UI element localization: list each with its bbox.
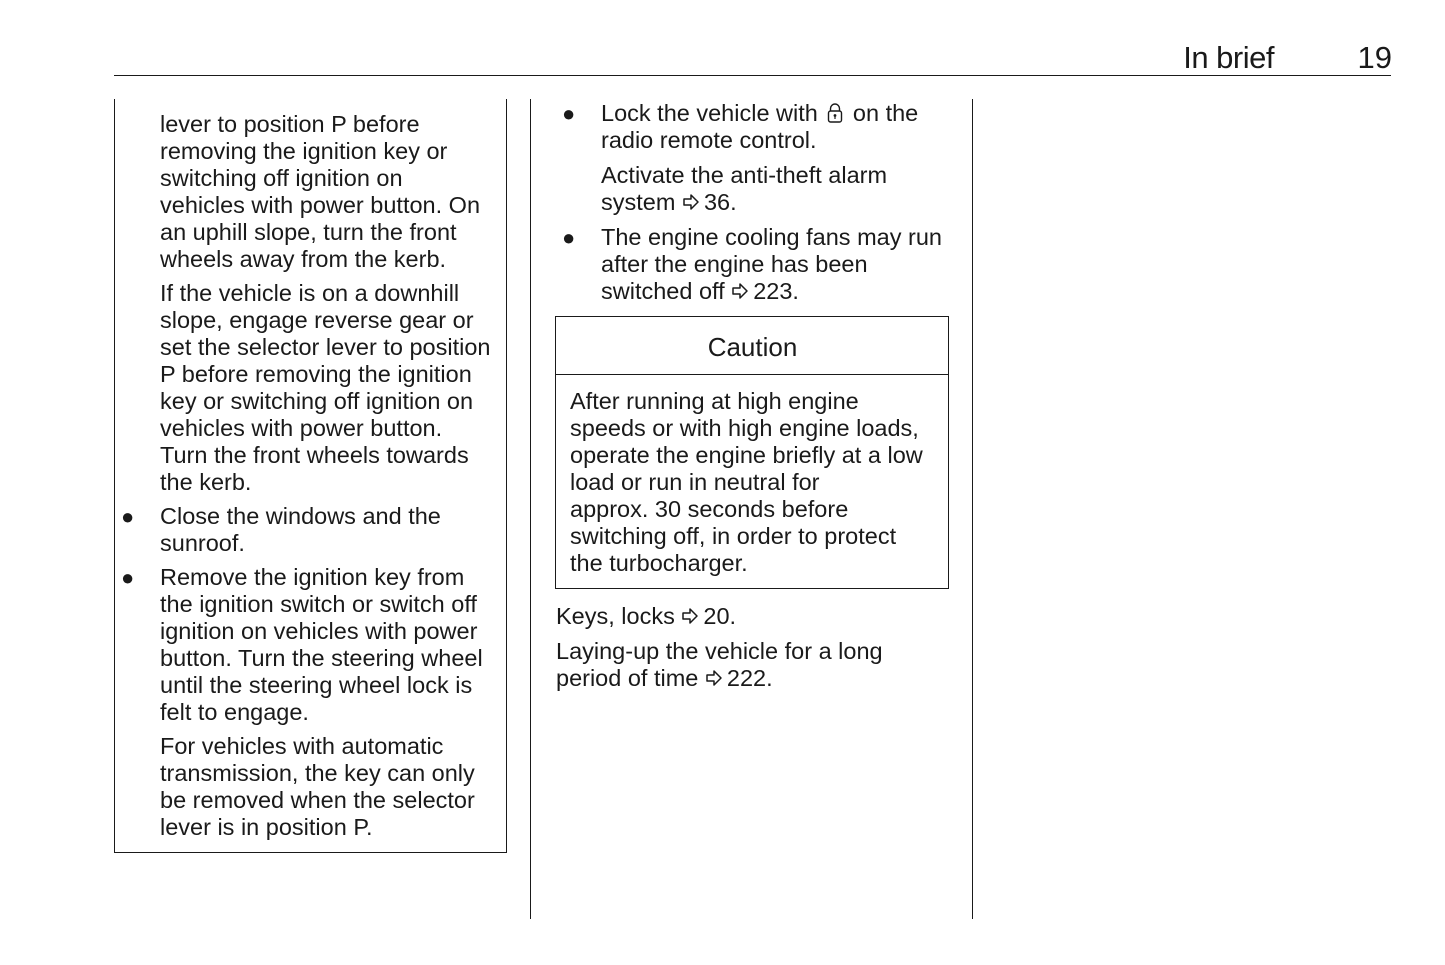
text-line: key or switching off ignition on (160, 388, 474, 414)
padlock-icon (826, 102, 844, 124)
text-line: set the selector lever to position (160, 334, 491, 360)
text-line: button. Turn the steering wheel (160, 645, 483, 671)
text-line: speeds or with high engine loads, (570, 415, 919, 441)
text-line: lever is in position P. (160, 814, 373, 840)
arrow-reference-icon (681, 607, 699, 625)
column1-right-border (506, 99, 507, 853)
text-line: ignition on vehicles with power (160, 618, 478, 644)
bullet-dot: ● (121, 504, 135, 529)
column2-alarm-text (601, 162, 887, 216)
text-line: The engine cooling fans may run (601, 224, 942, 250)
text-line: felt to engage. (160, 699, 309, 725)
text-line (601, 100, 918, 127)
arrow-reference-icon (731, 282, 749, 300)
text-line: operate the engine briefly at a low (570, 442, 923, 468)
text-line: the ignition switch or switch off (160, 591, 477, 617)
column1-paragraph-3 (160, 733, 475, 841)
text-line: For vehicles with automatic (160, 733, 444, 759)
text-line: an uphill slope, turn the front (160, 219, 457, 245)
text-line: removing the ignition key or (160, 138, 448, 164)
text-line: vehicles with power button. On (160, 192, 481, 218)
text-line: switching off ignition on (160, 165, 403, 191)
text-line: slope, engage reverse gear or (160, 307, 474, 333)
text-line: be removed when the selector (160, 787, 475, 813)
text-line: Laying-up the vehicle for a long (556, 638, 883, 664)
alarm-page-ref[interactable]: 36. (703, 189, 737, 215)
keys-text: Keys, locks (556, 603, 675, 629)
text-line: until the steering wheel lock is (160, 672, 473, 698)
laying-up-reference (556, 638, 883, 692)
page-number: 19 (1357, 40, 1392, 75)
text-line: load or run in neutral for (570, 469, 820, 495)
column2-bullet-lock (601, 100, 918, 154)
arrow-reference-icon (705, 669, 723, 687)
column1-paragraph-1 (160, 111, 480, 273)
text-line: switching off, in order to protect (570, 523, 897, 549)
header-rule (114, 75, 1391, 76)
section-title: In brief (1183, 40, 1274, 75)
caution-title: Caution (707, 332, 798, 362)
column1-left-border (114, 99, 115, 853)
laying-page-ref[interactable]: 222. (726, 665, 773, 691)
text-line: Turn the front wheels towards (160, 442, 469, 468)
text-line: the turbocharger. (570, 550, 748, 576)
alarm-text: system (601, 189, 676, 215)
text-line: After running at high engine (570, 388, 859, 414)
bullet-dot: ● (121, 565, 135, 590)
lock-text-before: Lock the vehicle with (601, 100, 818, 126)
keys-page-ref[interactable]: 20. (703, 603, 737, 629)
keys-locks-reference (556, 603, 736, 630)
text-line: Activate the anti-theft alarm (601, 162, 888, 188)
text-line: Remove the ignition key from (160, 564, 465, 590)
text-line: after the engine has been (601, 251, 868, 277)
text-line: radio remote control. (601, 127, 817, 153)
caution-body (570, 388, 923, 577)
text-line: P before removing the ignition (160, 361, 472, 387)
text-line: wheels away from the kerb. (160, 246, 447, 272)
laying-text: period of time (556, 665, 699, 691)
text-line (556, 665, 883, 692)
text-line: vehicles with power button. (160, 415, 443, 441)
bullet-dot: ● (562, 225, 576, 250)
column1-paragraph-2 (160, 280, 490, 496)
column1-bullet-windows (160, 503, 441, 557)
lock-text-after: on the (852, 100, 919, 126)
text-line: sunroof. (160, 530, 245, 556)
bullet-dot: ● (562, 101, 576, 126)
caution-title-rule (556, 374, 949, 375)
column1-bullet-ignition-key (160, 564, 483, 726)
text-line: the kerb. (160, 469, 252, 495)
fans-page-ref[interactable]: 223. (753, 278, 799, 304)
text-line: Close the windows and the (160, 503, 441, 529)
text-line: approx. 30 seconds before (570, 496, 849, 522)
text-line (601, 189, 887, 216)
fans-text: switched off (601, 278, 725, 304)
text-line: If the vehicle is on a downhill (160, 280, 460, 306)
column-divider-2 (972, 99, 973, 919)
column-divider-1 (530, 99, 531, 919)
column1-bottom-border (114, 852, 507, 853)
arrow-reference-icon (682, 193, 700, 211)
text-line (601, 278, 942, 305)
text-line: transmission, the key can only (160, 760, 475, 786)
column2-bullet-cooling-fans (601, 224, 942, 305)
text-line: lever to position P before (160, 111, 420, 137)
